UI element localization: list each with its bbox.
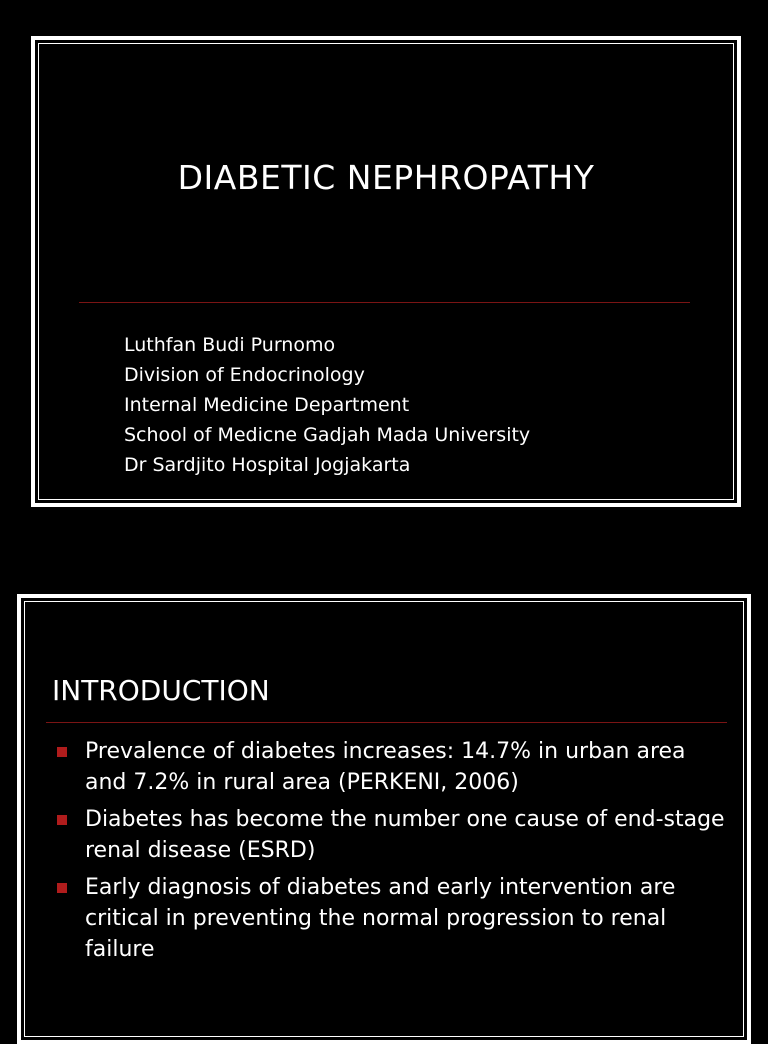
title-slide bbox=[31, 36, 741, 507]
bullet-list bbox=[55, 736, 729, 971]
bullet-item bbox=[55, 736, 729, 798]
author-info bbox=[124, 330, 530, 480]
bullet-text: Early diagnosis of diabetes and early intervention are critical in preventing the normal progression to renal failure bbox=[85, 875, 676, 962]
slide-title: DIABETIC NEPHROPATHY bbox=[177, 158, 595, 197]
square-bullet-icon bbox=[57, 883, 67, 893]
bullet-item bbox=[55, 804, 729, 866]
heading-divider bbox=[46, 722, 727, 723]
author-school: School of Medicne Gadjah Mada University bbox=[124, 424, 531, 446]
bullet-item bbox=[55, 872, 729, 965]
author-division: Division of Endocrinology bbox=[124, 364, 365, 386]
bullet-text: Prevalence of diabetes increases: 14.7% in urban area and 7.2% in rural area (PERKENI, 2006) bbox=[85, 739, 686, 795]
author-department: Internal Medicine Department bbox=[124, 394, 410, 416]
square-bullet-icon bbox=[57, 747, 67, 757]
author-hospital: Dr Sardjito Hospital Jogjakarta bbox=[124, 454, 411, 476]
title-divider bbox=[79, 302, 690, 303]
bullet-text: Diabetes has become the number one cause of end-stage renal disease (ESRD) bbox=[85, 807, 725, 863]
introduction-slide bbox=[17, 594, 751, 1044]
author-name: Luthfan Budi Purnomo bbox=[124, 334, 336, 356]
slide-heading: INTRODUCTION bbox=[52, 674, 270, 707]
square-bullet-icon bbox=[57, 815, 67, 825]
